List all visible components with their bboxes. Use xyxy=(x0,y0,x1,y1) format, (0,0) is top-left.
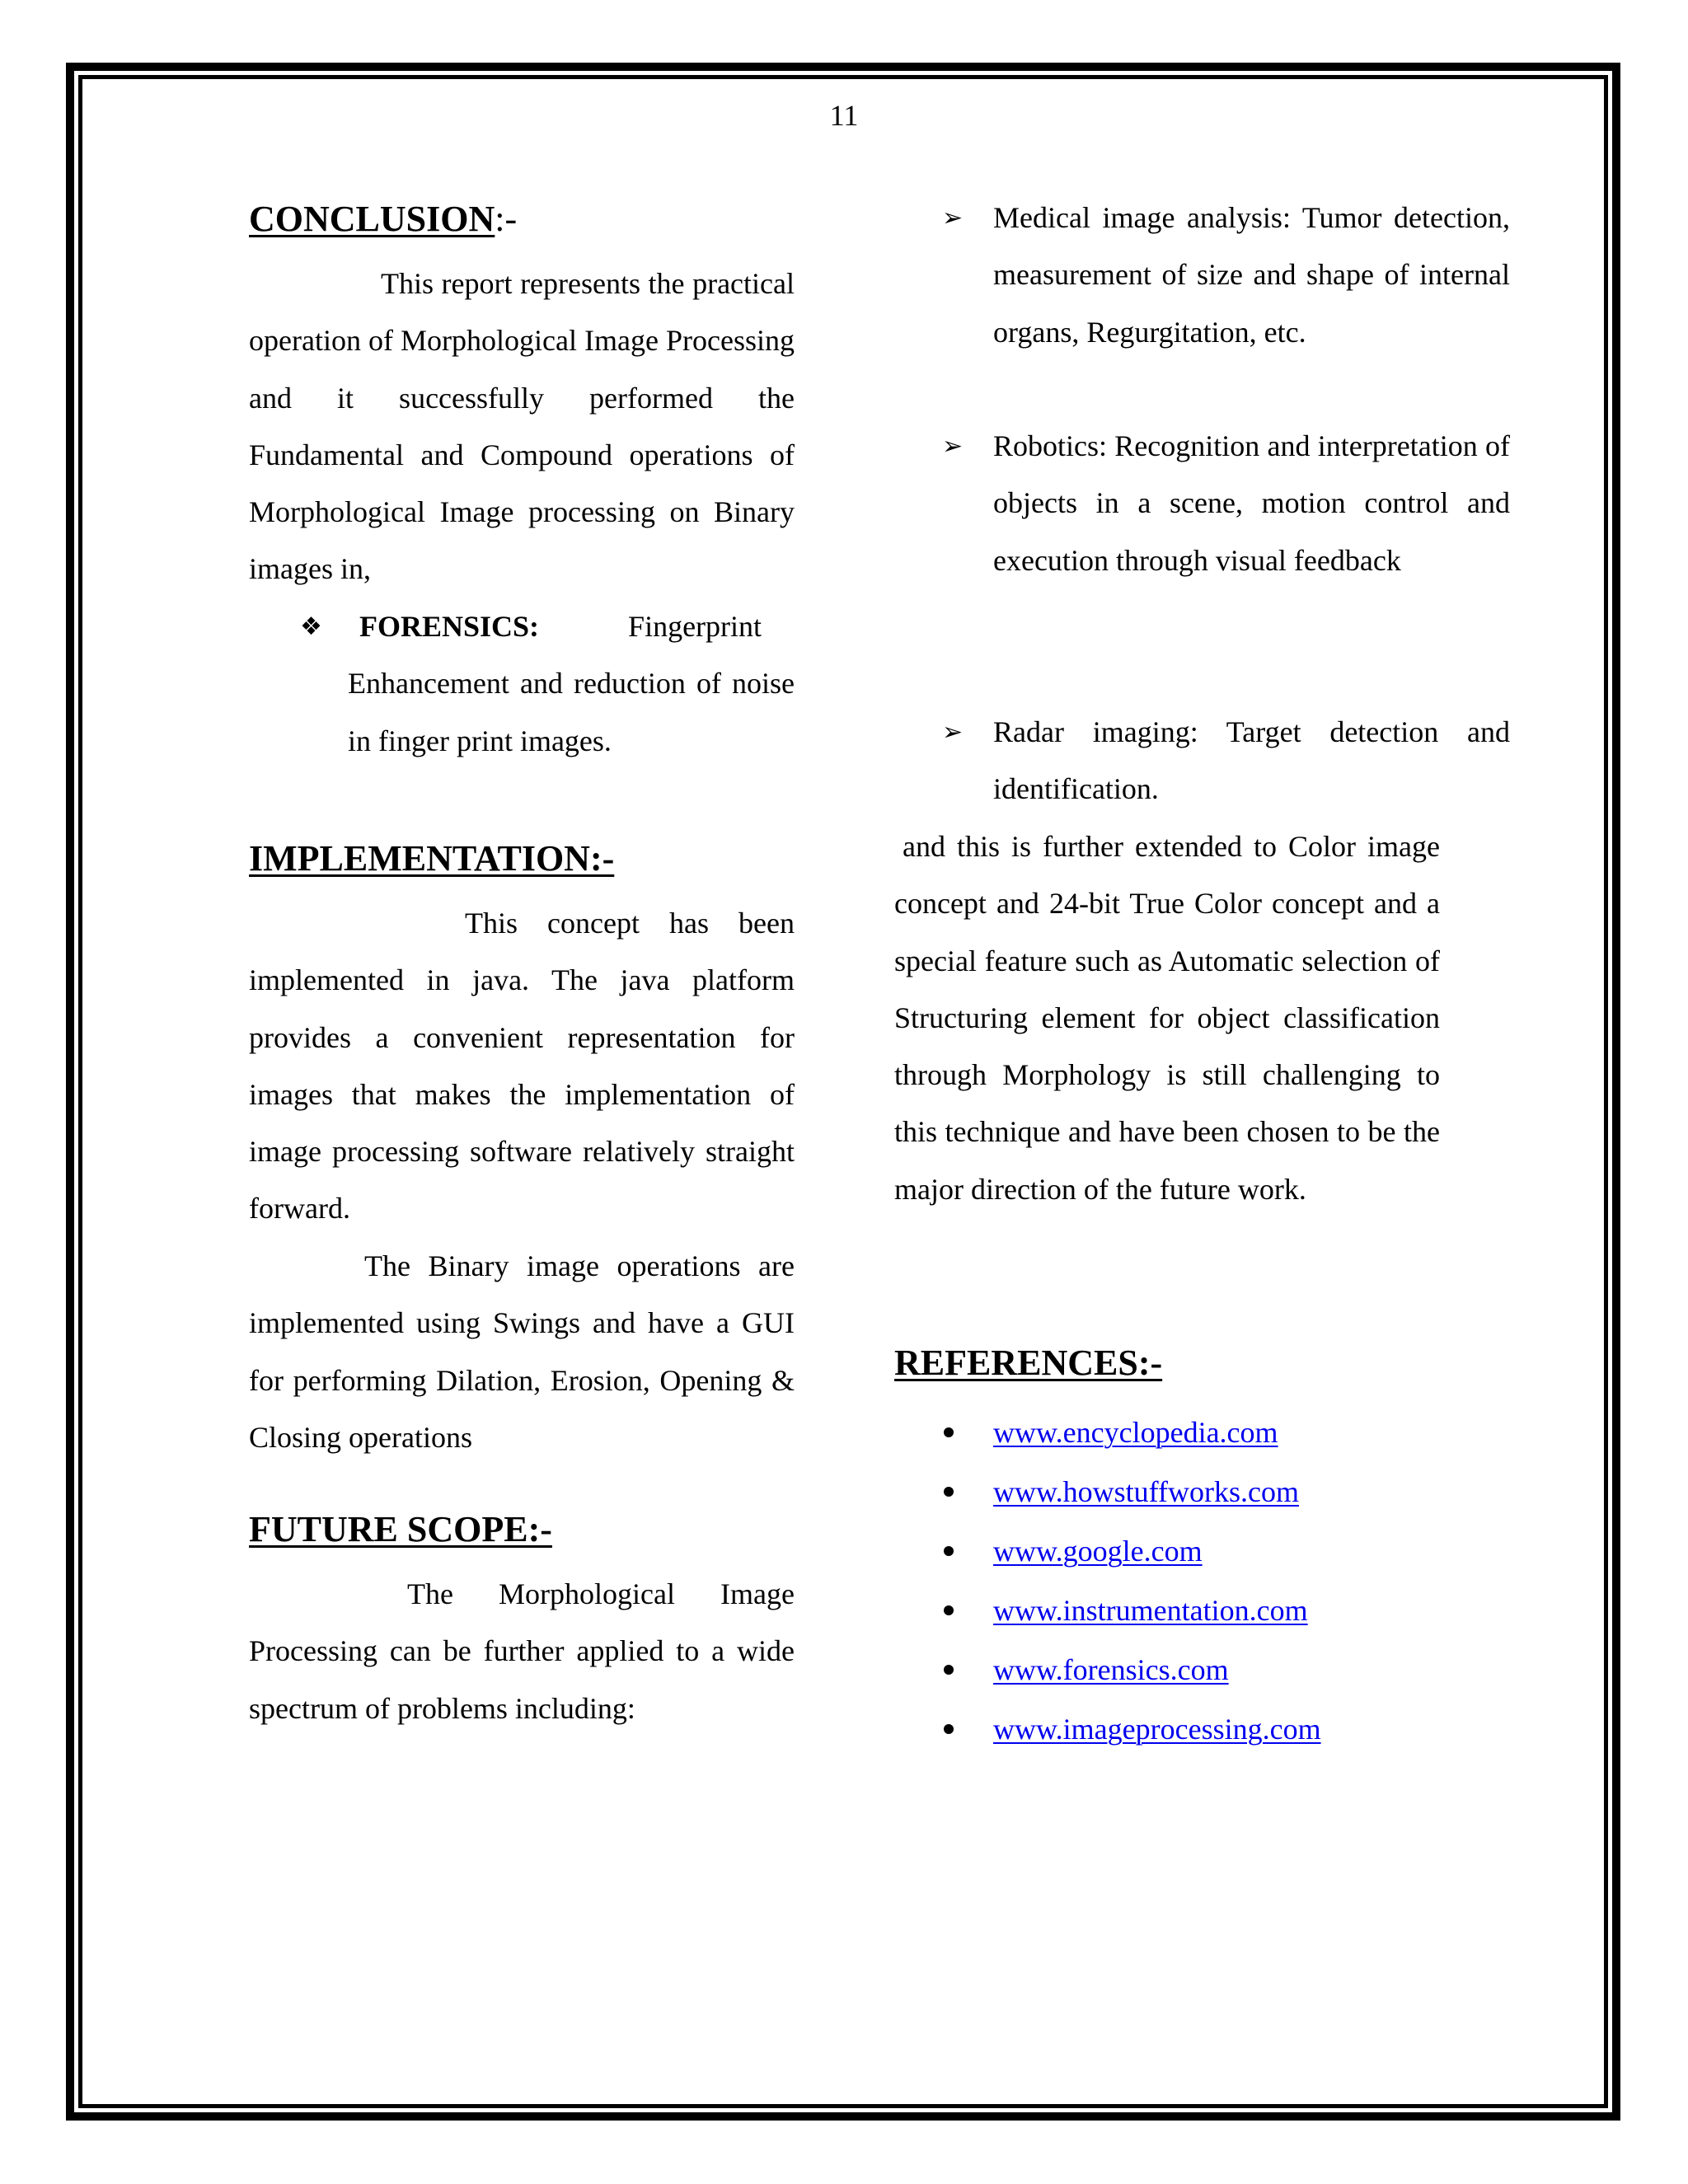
conclusion-heading xyxy=(249,198,517,241)
implementation-heading: IMPLEMENTATION:- xyxy=(249,838,615,879)
conclusion-heading-suffix: :- xyxy=(495,199,518,239)
references-heading: REFERENCES:- xyxy=(894,1343,1163,1383)
forensics-bullet xyxy=(348,598,795,770)
application-item-robotics: Robotics: Recognition and interpretation of objects in a scene, motion control and execution through visual feedback xyxy=(993,429,1510,577)
reference-link[interactable]: www.instrumentation.com xyxy=(993,1594,1308,1627)
round-dot-bullet-icon xyxy=(944,1724,954,1734)
round-dot-bullet-icon xyxy=(944,1605,954,1615)
conclusion-paragraph: This report represents the practical operation of Morphological Image Processing and it successfully performed the Fundamental and Compound operations of Morphological Image processing on Binary images in, xyxy=(249,267,795,586)
round-dot-bullet-icon xyxy=(944,1427,954,1437)
forensics-label: FORENSICS: xyxy=(359,610,540,643)
reference-link[interactable]: www.forensics.com xyxy=(993,1653,1229,1686)
forensics-text: Fingerprint Enhancement and reduction of noise in finger print images. xyxy=(348,610,795,757)
arrowhead-bullet-icon: ➢ xyxy=(942,718,964,747)
application-item-medical: Medical image analysis: Tumor detection, measurement of size and shape of internal organs, Regurgitation, etc. xyxy=(993,201,1510,349)
future-scope-paragraph: The Morphological Image Processing can be further applied to a wide spectrum of problems including: xyxy=(249,1577,795,1725)
arrowhead-bullet-icon: ➢ xyxy=(942,432,964,461)
page-number: 11 xyxy=(829,99,859,132)
reference-link[interactable]: www.imageprocessing.com xyxy=(993,1713,1321,1746)
arrowhead-bullet-icon: ➢ xyxy=(942,204,964,232)
reference-link[interactable]: www.encyclopedia.com xyxy=(993,1416,1278,1449)
implementation-paragraph-1: This concept has been implemented in java. The java platform provides a convenient representation for images that makes the implementation of image processing software relatively straight forward. xyxy=(249,907,795,1226)
future-scope-heading: FUTURE SCOPE:- xyxy=(249,1509,552,1549)
four-diamond-bullet-icon: ❖ xyxy=(300,612,322,641)
round-dot-bullet-icon xyxy=(944,1546,954,1556)
round-dot-bullet-icon xyxy=(944,1665,954,1675)
reference-link[interactable]: www.google.com xyxy=(993,1535,1203,1568)
conclusion-heading-text: CONCLUSION xyxy=(249,199,495,239)
reference-link[interactable]: www.howstuffworks.com xyxy=(993,1475,1299,1508)
implementation-paragraph-2: The Binary image operations are implemented using Swings and have a GUI for performing Dilation, Erosion, Opening & Closing operations xyxy=(249,1249,795,1454)
application-item-radar: Radar imaging: Target detection and identification. xyxy=(993,715,1510,806)
round-dot-bullet-icon xyxy=(944,1487,954,1497)
future-work-paragraph: and this is further extended to Color image concept and 24-bit True Color concept and a special feature such as Automatic selection of Structuring element for object classification through Morphology is still challenging to this technique and have been chosen to be the major direction of the future work. xyxy=(894,830,1440,1206)
